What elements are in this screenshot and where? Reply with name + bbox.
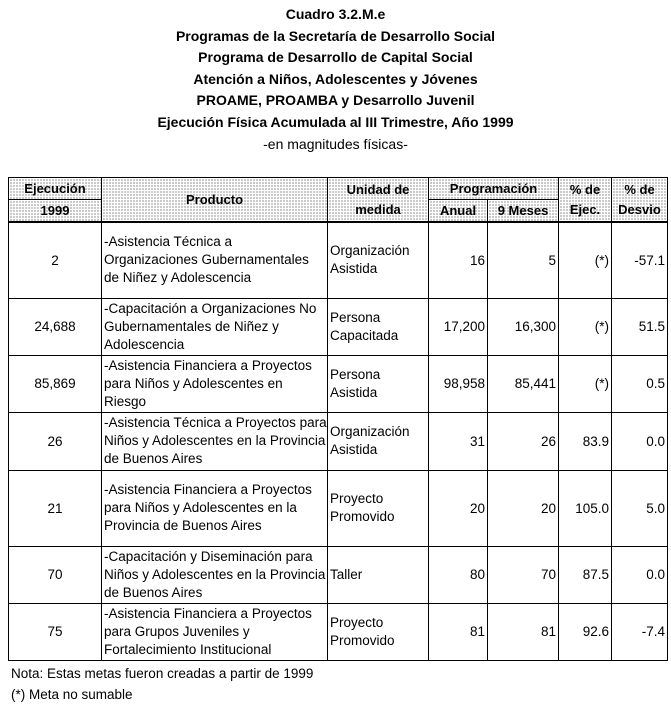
footnote-meta-no-sumable: (*) Meta no sumable — [11, 687, 133, 702]
cell-pct-desvio: 51.5 — [612, 298, 668, 355]
cell-pct-desvio: 0.0 — [612, 546, 668, 603]
cell-ejecucion: 21 — [9, 470, 102, 546]
cell-anual: 80 — [429, 546, 488, 603]
cell-anual: 98,958 — [429, 355, 488, 412]
cell-9-meses: 70 — [488, 546, 559, 603]
report-header — [0, 4, 671, 154]
title-line-atencion: Atención a Niños, Adolescentes y Jóvenes — [193, 70, 478, 87]
cell-producto: -Asistencia Financiera a Proyectos para Niños y Adolescentes en la Provincia de Buenos Aires — [102, 470, 328, 546]
cell-pct-ejec: (*) — [559, 222, 612, 298]
cell-9-meses: 85,441 — [488, 355, 559, 412]
cell-producto: -Asistencia Técnica a Organizaciones Gubernamentales de Niñez y Adolescencia — [102, 222, 328, 298]
cell-pct-desvio: -7.4 — [612, 603, 668, 660]
cell-unidad: Organización Asistida — [328, 222, 429, 298]
header-producto: Producto — [102, 178, 328, 223]
cell-pct-ejec: 83.9 — [559, 412, 612, 470]
cell-unidad: Persona Capacitada — [328, 298, 429, 355]
cell-producto: -Asistencia Financiera a Proyectos para Grupos Juveniles y Fortalecimiento Institucional — [102, 603, 328, 660]
title-line-secretaria: Programas de la Secretaría de Desarrollo Social — [175, 27, 496, 44]
cell-producto: -Capacitación a Organizaciones No Gubernamentales de Niñez y Adolescencia — [102, 298, 328, 355]
header-ejecucion: Ejecución — [9, 178, 102, 200]
header-unidad: Unidad de medida — [328, 178, 429, 223]
header-programacion: Programación — [429, 178, 559, 200]
table-number: Cuadro 3.2.M.e — [285, 6, 386, 22]
cell-producto: -Capacitación y Diseminación para Niños y Adolescentes en la Provincia de Buenos Aires — [102, 546, 328, 603]
table-row — [9, 603, 668, 660]
cell-unidad: Taller — [328, 546, 429, 603]
table-row — [9, 470, 668, 546]
footnote-nota: Nota: Estas metas fueron creadas a partir de 1999 — [11, 666, 314, 681]
cell-unidad: Proyecto Promovido — [328, 603, 429, 660]
header-year: 1999 — [9, 200, 102, 223]
cell-pct-desvio: 0.5 — [612, 355, 668, 412]
cell-ejecucion: 75 — [9, 603, 102, 660]
subtitle: -en magnitudes físicas- — [263, 136, 408, 152]
cell-ejecucion: 26 — [9, 412, 102, 470]
cell-pct-ejec: 92.6 — [559, 603, 612, 660]
cell-pct-ejec: (*) — [559, 298, 612, 355]
cell-ejecucion: 2 — [9, 222, 102, 298]
cell-unidad: Organización Asistida — [328, 412, 429, 470]
cell-unidad: Proyecto Promovido — [328, 470, 429, 546]
cell-anual: 31 — [429, 412, 488, 470]
title-line-ejecucion: Ejecución Física Acumulada al III Trimestre, Año 1999 — [157, 113, 514, 130]
cell-anual: 17,200 — [429, 298, 488, 355]
cell-ejecucion: 70 — [9, 546, 102, 603]
header-pct-desvio: % de Desvio — [612, 178, 668, 223]
cell-pct-ejec: (*) — [559, 355, 612, 412]
cell-anual: 81 — [429, 603, 488, 660]
table-row — [9, 412, 668, 470]
data-table — [8, 177, 668, 661]
table-row — [9, 298, 668, 355]
table-row — [9, 222, 668, 298]
cell-pct-ejec: 105.0 — [559, 470, 612, 546]
header-pct-ejec: % de Ejec. — [559, 178, 612, 223]
cell-pct-ejec: 87.5 — [559, 546, 612, 603]
footnotes — [11, 663, 313, 705]
cell-pct-desvio: 0.0 — [612, 412, 668, 470]
cell-9-meses: 5 — [488, 222, 559, 298]
cell-9-meses: 81 — [488, 603, 559, 660]
cell-unidad: Persona Asistida — [328, 355, 429, 412]
cell-9-meses: 16,300 — [488, 298, 559, 355]
title-line-programa: Programa de Desarrollo de Capital Social — [198, 49, 473, 65]
cell-pct-desvio: -57.1 — [612, 222, 668, 298]
cell-anual: 20 — [429, 470, 488, 546]
cell-9-meses: 20 — [488, 470, 559, 546]
table-row — [9, 355, 668, 412]
cell-ejecucion: 85,869 — [9, 355, 102, 412]
cell-9-meses: 26 — [488, 412, 559, 470]
header-anual: Anual — [429, 200, 488, 223]
cell-ejecucion: 24,688 — [9, 298, 102, 355]
cell-anual: 16 — [429, 222, 488, 298]
cell-pct-desvio: 5.0 — [612, 470, 668, 546]
header-9-meses: 9 Meses — [488, 200, 559, 223]
cell-producto: -Asistencia Técnica a Proyectos para Niños y Adolescentes en la Provincia de Buenos Aires — [102, 412, 328, 470]
title-line-proame: PROAME, PROAMBA y Desarrollo Juvenil — [196, 92, 475, 108]
cell-producto: -Asistencia Financiera a Proyectos para Niños y Adolescentes en Riesgo — [102, 355, 328, 412]
table-row — [9, 546, 668, 603]
